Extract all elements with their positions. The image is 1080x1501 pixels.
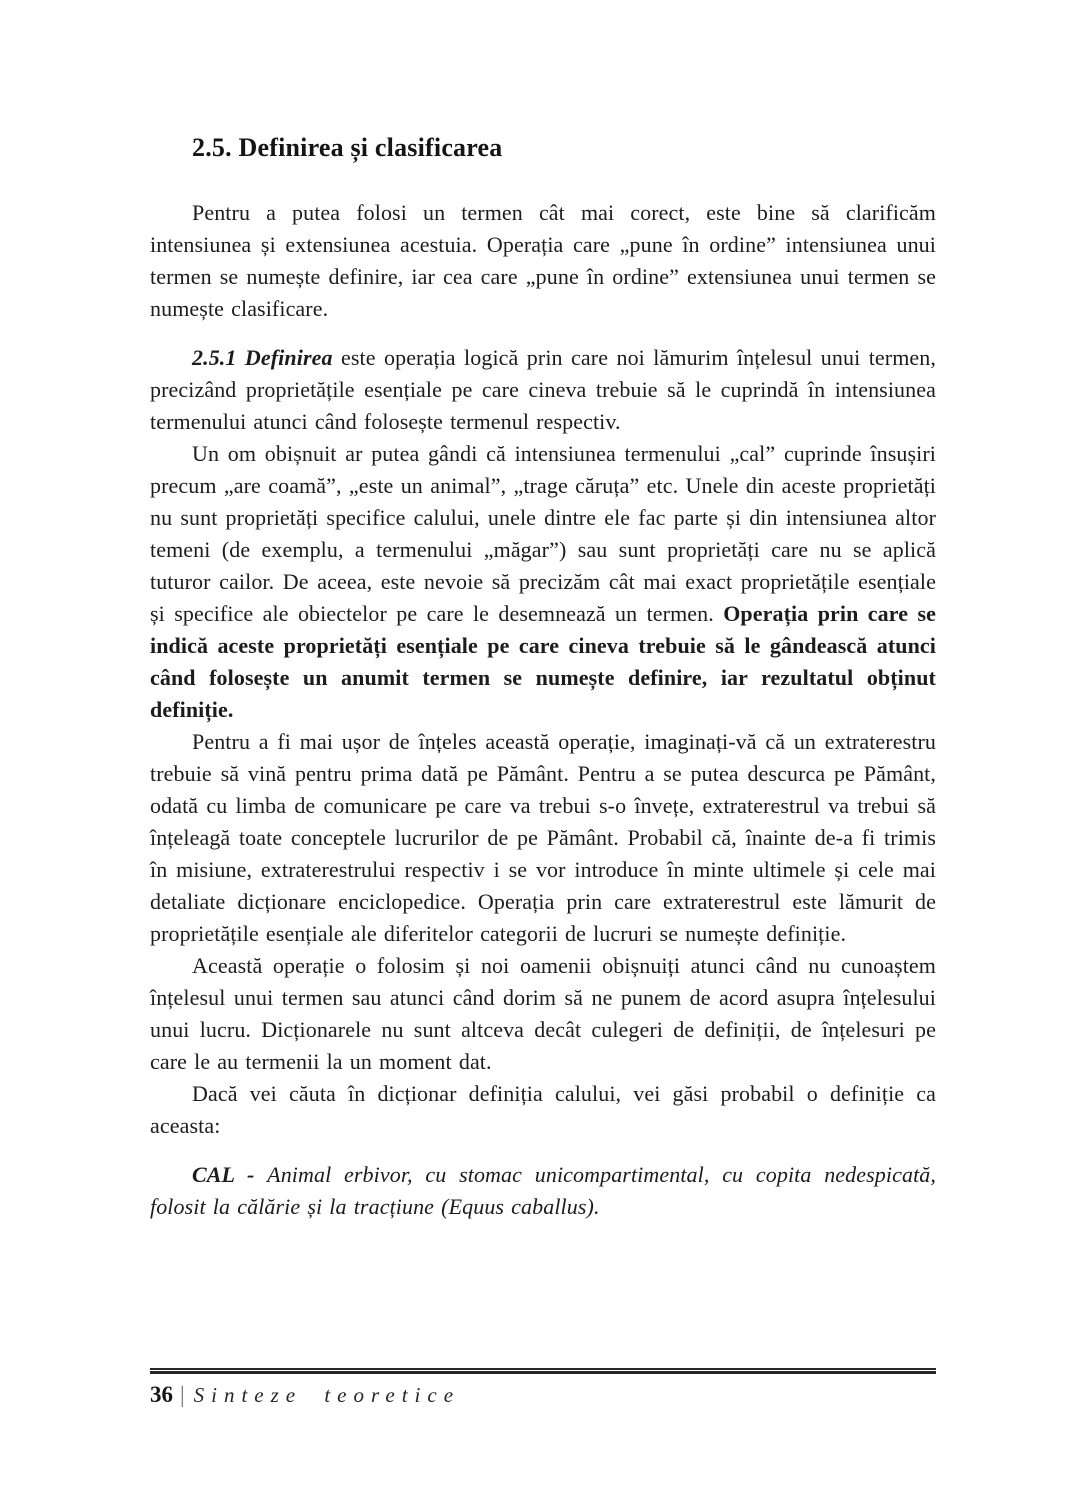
text-run: Această operație o folosim și noi oamenii obișnuiți atunci când nu cunoaștem înțelesul unui termen sau atunci când dorim să ne punem de acord asupra înțelesului unui lucru. Dicționarele nu sunt altceva decât culegeri de definiții, de înțelesuri pe care le au termenii la un moment dat. — [150, 953, 936, 1074]
section-heading: 2.5. Definirea și clasificarea — [192, 133, 503, 162]
footer-section-title: Sinteze teoretice — [193, 1383, 461, 1407]
paragraph — [150, 342, 936, 438]
page-footer — [150, 1368, 936, 1408]
text-run: Animal erbivor, cu stomac unicompartimental, cu copita nedespicată, folosit la călărie și la tracțiune (Equus caballus). — [150, 1162, 936, 1219]
text-run: Pentru a putea folosi un termen cât mai corect, este bine să clarificăm intensiunea și extensiunea acestuia. Operația care „pune în ordine” intensiunea unui termen se numește definire, iar cea care „pune în ordine” extensiunea unui termen se numește clasificare. — [150, 200, 936, 321]
footer-divider — [150, 1368, 936, 1374]
text-run: Un om obișnuit ar putea gândi că intensiunea termenului „cal” cuprinde însușiri precum „are coamă”, „este un animal”, „trage căruța” etc. Unele din aceste proprietăți nu sunt proprietăți specifice calului, unele dintre ele fac parte și din intensiunea altor temeni (de exemplu, a termenului „măgar”) sau sunt proprietăți care nu se aplică tuturor cailor. De aceea, este nevoie să precizăm cât mai exact proprietățile esențiale și specifice ale obiectelor pe care le desemnează un termen. — [150, 441, 936, 626]
paragraph — [150, 438, 936, 726]
paragraph — [150, 726, 936, 950]
paragraph — [150, 197, 936, 325]
paragraph — [150, 950, 936, 1078]
text-run: este operația logică prin care noi lămurim înțelesul unui termen, precizând proprietățile esențiale pe care cineva trebuie să le cuprindă în intensiunea termenului atunci când folosește termenul respectiv. — [150, 345, 936, 434]
footer-line — [150, 1382, 936, 1408]
paragraph — [150, 1159, 936, 1223]
footer-separator: | — [180, 1382, 185, 1407]
text-run: Dacă vei căuta în dicționar definiția calului, vei găsi probabil o definiție ca aceasta: — [150, 1081, 936, 1138]
text-run: Pentru a fi mai ușor de înțeles această operație, imaginați-vă că un extraterestru trebuie să vină pentru prima dată pe Pământ. Pentru a se putea descurca pe Pământ, odată cu limba de comunicare pe care va trebui s-o învețe, extraterestrul va trebui să înțeleagă toate conceptele lucrurilor de pe Pământ. Probabil că, înainte de-a fi trimis în misiune, extraterestrului respectiv i se vor introduce în minte ultimele și cele mai detaliate dicționare enciclopedice. Operația prin care extraterestrul este lămurit de proprietățile esențiale ale diferitelor categorii de lucruri se numește definiție. — [150, 729, 936, 946]
text-run: 2.5.1 Definirea — [192, 345, 333, 370]
article-body — [150, 197, 936, 1223]
page-number: 36 — [150, 1382, 173, 1407]
paragraph — [150, 1078, 936, 1142]
text-run: Operația prin care se indică aceste proprietăți esențiale pe care cineva trebuie să le gândească atunci când folosește un anumit termen se numește definire, iar rezultatul obținut definiție. — [150, 601, 936, 722]
text-run: CAL - — [192, 1162, 268, 1187]
